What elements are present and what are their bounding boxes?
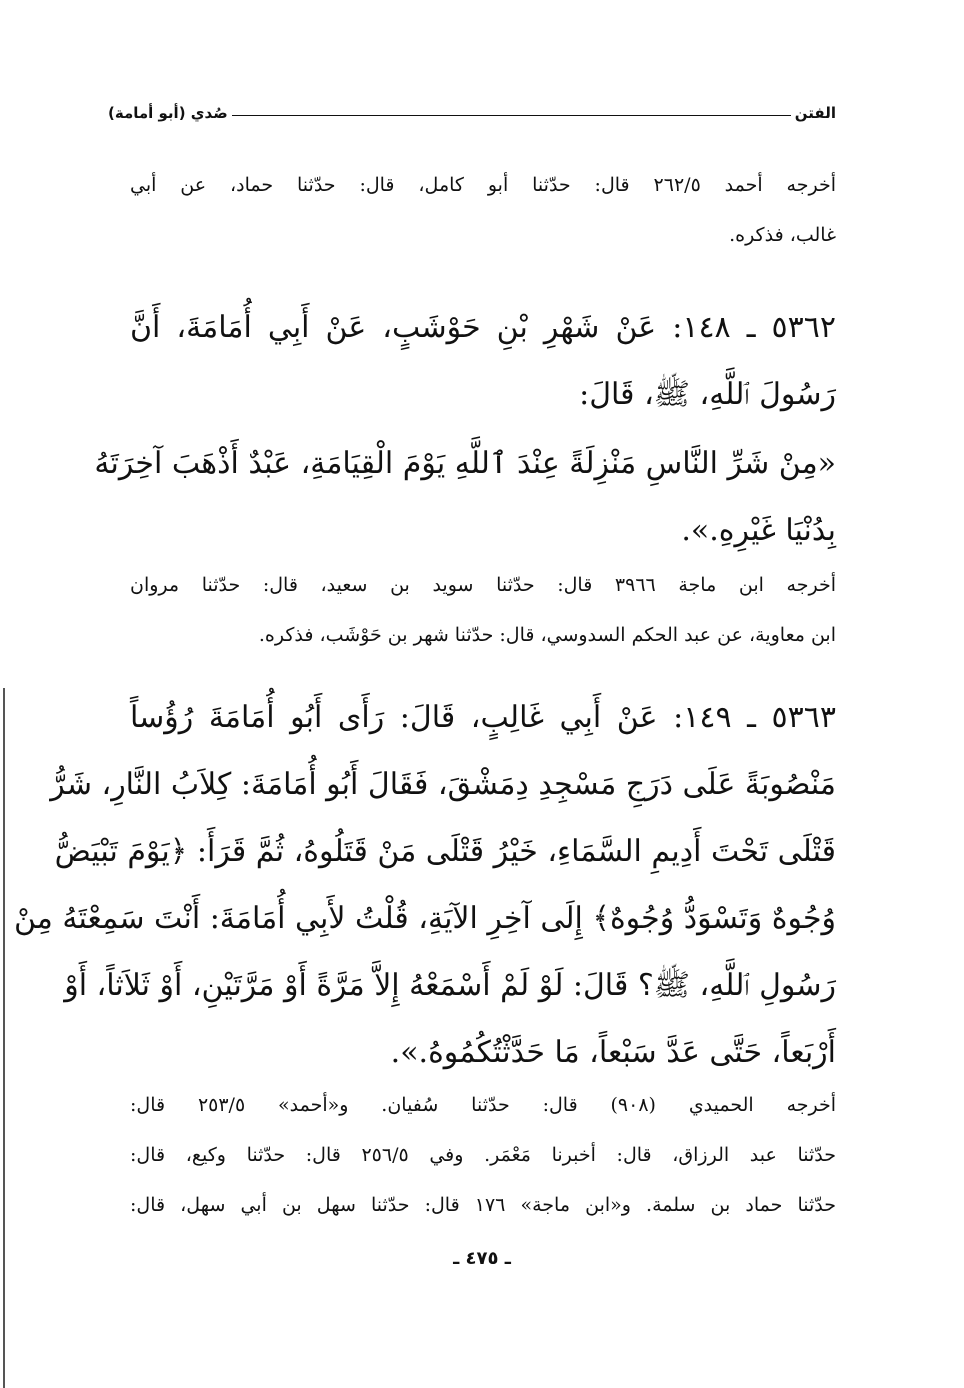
margin-bar xyxy=(3,688,5,1388)
note-line: أخرجه الحميدي (٩٠٨) قال: حدّثنا سُفيان. و«أحمد» ٢٥٣/٥ قال: xyxy=(130,1094,837,1116)
hadith-line: «مِنْ شَرِّ النَّاسِ مَنْزِلَةً عِنْدَ ٱللَّهِ يَوْمَ الْقِيَامَةِ، عَبْدٌ أَذْهَبَ آخِرَتَهُ xyxy=(94,446,836,481)
hadith-line: مَنْصُوبَةً عَلَى دَرَجِ مَسْجِدِ دِمَشْقَ، فَقَالَ أَبُو أُمَامَةَ: كِلاَبُ النَّارِ، شَرُّ xyxy=(50,767,836,802)
note-line: غالب، فذكره. xyxy=(729,224,836,246)
header-chapter-title: صُدي (أبو أمامة) xyxy=(108,104,228,122)
hadith-line: رَسُولِ ٱللَّهِ، ﷺ؟ قَالَ: لَوْ لَمْ أَسْمَعْهُ إِلاَّ مَرَّةً أَوْ مَرَّتَيْنِ، أَوْ ثَلاَثاً، أَوْ xyxy=(64,968,836,1003)
hadith-line: قَتْلَى تَحْتَ أَدِيمِ السَّمَاءِ، خَيْرُ قَتْلَى مَنْ قَتَلُوهُ، ثُمَّ قَرَأَ: ﴿يَوْمَ تَبْيَضُّ xyxy=(54,834,836,869)
note-line: أخرجه أحمد ٢٦٢/٥ قال: حدّثنا أبو كامل، قال: حدّثنا حماد، عن أبي xyxy=(130,174,836,196)
note-line: حدّثنا حماد بن سلمة. و«ابن ماجة» ١٧٦ قال: حدّثنا سهل بن أبي سهل، قال: xyxy=(130,1194,836,1216)
hadith-5363 xyxy=(13,684,836,1086)
hadith-line: بِدُنْيَا غَيْرِهِ.». xyxy=(681,513,836,548)
source-note-2 xyxy=(130,560,836,660)
source-note-3 xyxy=(130,1080,836,1230)
note-line: أخرجه ابن ماجة ٣٩٦٦ قال: حدّثنا سويد بن سعيد، قال: حدّثنا مروان xyxy=(130,574,836,596)
note-line: حدّثنا عبد الرزاق، قال: أخبرنا مَعْمَر. وفي ٢٥٦/٥ قال: حدّثنا وكيع، قال: xyxy=(130,1144,836,1166)
hadith-5362-matn xyxy=(94,430,836,564)
header-section-title: الفتن xyxy=(794,104,836,122)
hadith-line: رَسُولَ ٱللَّهِ، ﷺ، قَالَ: xyxy=(579,377,836,412)
hadith-line: ٥٣٦٢ ـ ١٤٨: عَنْ شَهْرِ بْنِ حَوْشَبٍ، عَنْ أَبِي أُمَامَةَ، أَنَّ xyxy=(130,310,836,345)
hadith-line: وُجُوهٌ وَتَسْوَدُّ وُجُوهٌ﴾ إِلَى آخِرِ الآيَةِ، قُلْتُ لأَبِي أُمَامَةَ: أَنْتَ سَمِعْتَهُ مِنْ xyxy=(13,901,836,936)
hadith-line: ٥٣٦٣ ـ ١٤٩: عَنْ أَبِي غَالِبٍ، قَالَ: رَأَى أَبُو أُمَامَةَ رُؤُساً xyxy=(130,700,836,735)
note-line: ابن معاوية، عن عبد الحكم السدوسي، قال: حدّثنا شهر بن حَوْشَب، فذكره. xyxy=(258,624,836,646)
header-rule xyxy=(232,115,791,116)
hadith-5362-isnad xyxy=(130,294,836,428)
page-number: ـ ٤٧٥ ـ xyxy=(453,1248,511,1269)
source-note-1 xyxy=(130,160,836,260)
running-header xyxy=(108,92,836,122)
hadith-line: أَرْبَعاً، حَتَّى عَدَّ سَبْعاً، مَا حَدَّثْتُكُمُوهُ.». xyxy=(390,1035,836,1070)
